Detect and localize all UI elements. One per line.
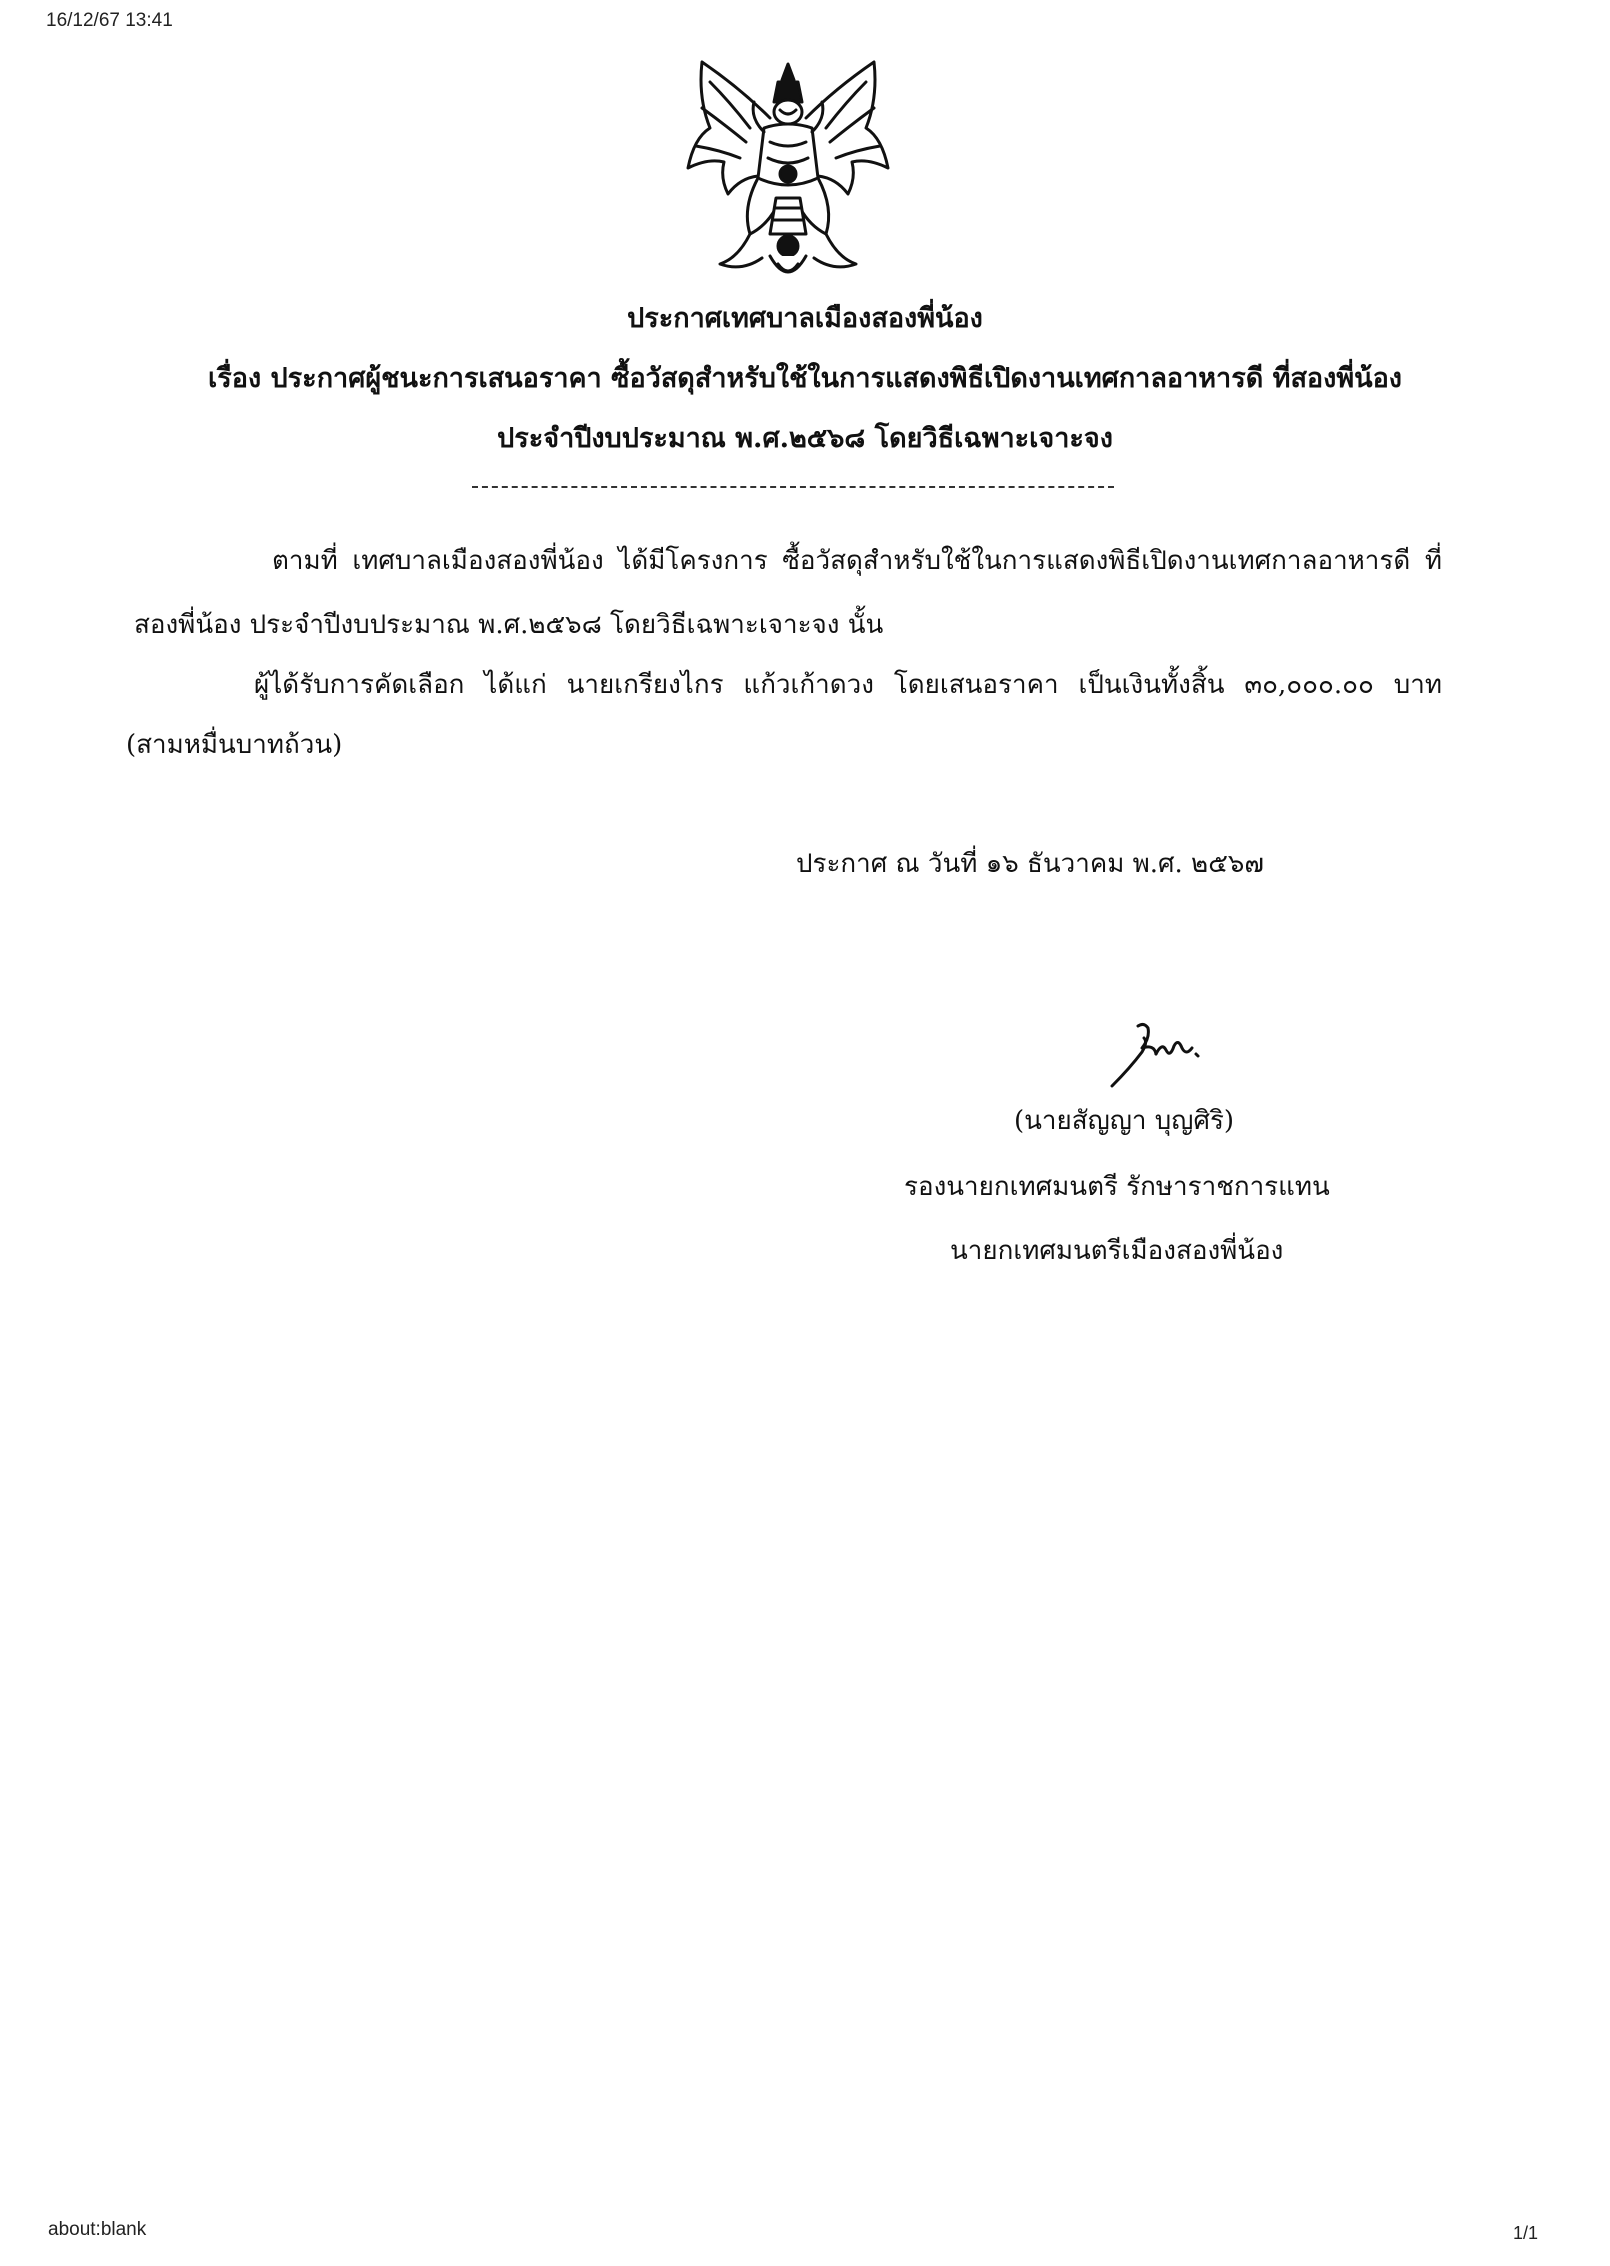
- signatory-position: รองนายกเทศมนตรี รักษาราชการแทน: [904, 1172, 1330, 1202]
- signatory-name: (นายสัญญา บุญศิริ): [1014, 1106, 1235, 1136]
- print-timestamp: 16/12/67 13:41: [46, 10, 173, 31]
- announcement-subject: เรื่อง ประกาศผู้ชนะการเสนอราคา ซื้อวัสดุสำหรับใช้ในการแสดงพิธีเปิดงานเทศกาลอาหารดี ที่สองพี่น้อง: [208, 363, 1402, 394]
- body-paragraph-2-cont: (สามหมื่นบาทถ้วน): [126, 730, 343, 760]
- print-page-number: 1/1: [1513, 2223, 1539, 2243]
- signatory-position-cont: นายกเทศมนตรีเมืองสองพี่น้อง: [950, 1236, 1284, 1266]
- dashed-divider: [472, 486, 1114, 488]
- announcement-date: ประกาศ ณ วันที่ ๑๖ ธันวาคม พ.ศ. ๒๕๖๗: [796, 849, 1264, 879]
- garuda-emblem-icon: [680, 58, 896, 292]
- body-paragraph-2: ผู้ได้รับการคัดเลือก ได้แก่ นายเกรียงไกร แก้วเก้าดวง โดยเสนอราคา เป็นเงินทั้งสิ้น ๓๐,๐๐๐.๐๐ บาท: [254, 670, 1442, 700]
- print-url: about:blank: [48, 2219, 147, 2240]
- body-paragraph-1-cont: สองพี่น้อง ประจำปีงบประมาณ พ.ศ.๒๕๖๘ โดยวิธีเฉพาะเจาะจง นั้น: [134, 610, 884, 640]
- announcement-subject-cont: ประจำปีงบประมาณ พ.ศ.๒๕๖๘ โดยวิธีเฉพาะเจาะจง: [497, 423, 1113, 454]
- signature-icon: [1108, 1018, 1202, 1090]
- body-paragraph-1: ตามที่ เทศบาลเมืองสองพี่น้อง ได้มีโครงการ ซื้อวัสดุสำหรับใช้ในการแสดงพิธีเปิดงานเทศกาลอาหารดี ที่: [272, 546, 1442, 576]
- announcement-title: ประกาศเทศบาลเมืองสองพี่น้อง: [627, 303, 983, 334]
